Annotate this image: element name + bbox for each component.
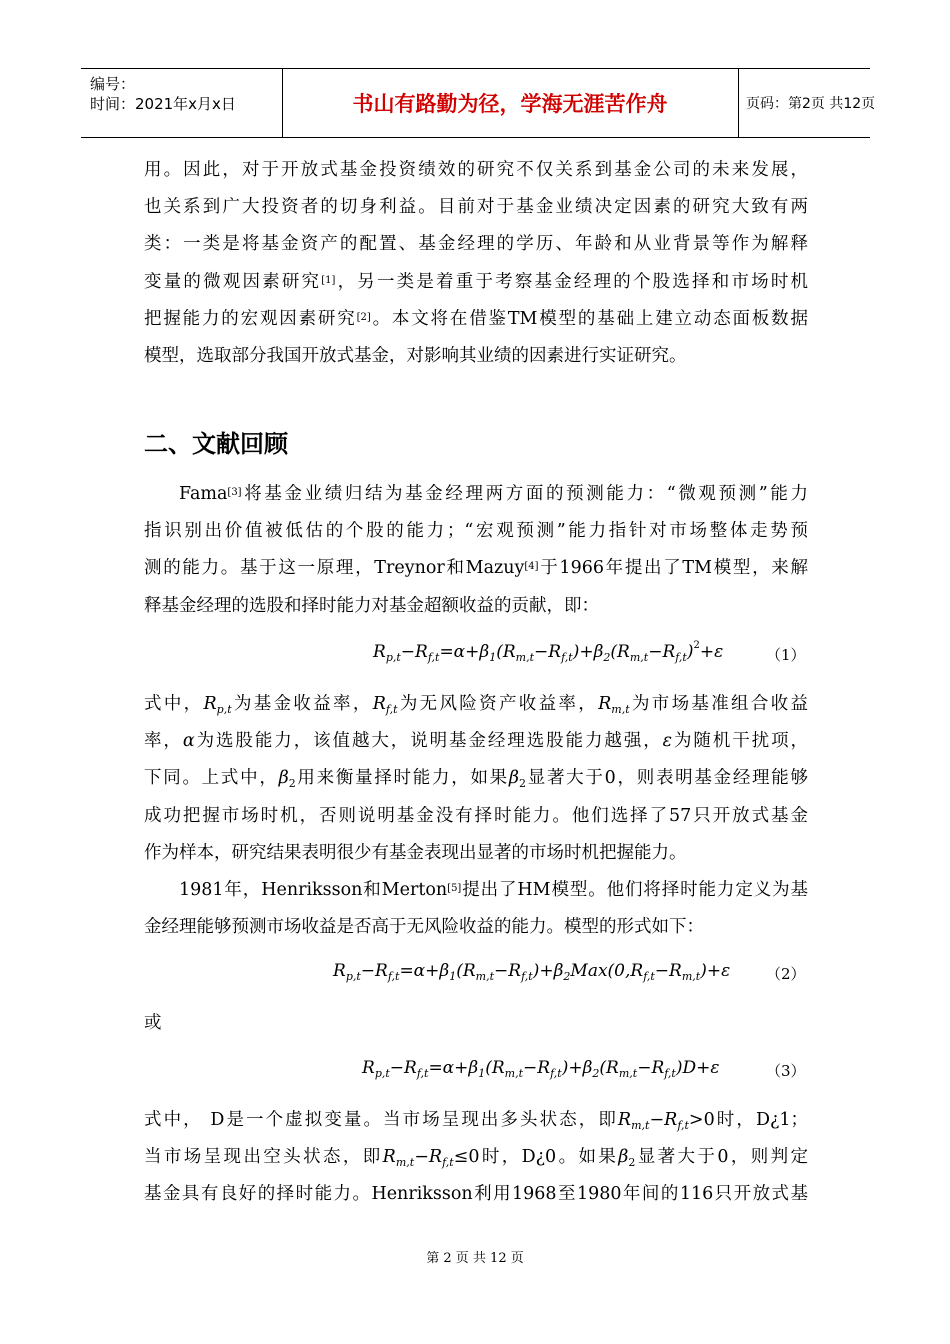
paragraph-4 (144, 872, 808, 946)
text-line: 当市场呈现出空头状态，即$R_{m,t}-R_{f,t}\le 0$时，D¿0。如果$\beta_2$显著大于0，则判定 (144, 1147, 809, 1170)
text-line: 1981年，Henriksson和Merton[5]提出了HM模型。他们将择时能力定义为基 (179, 880, 808, 900)
text-line: 也关系到广大投资者的切身利益。目前对于基金业绩决定因素的研究大致有两 (144, 197, 808, 218)
header-meta-cell (81, 69, 283, 137)
page-info: 页码：第2页 共12页 (746, 96, 876, 112)
text-line: 率，α为选股能力，该值越大，说明基金经理选股能力越强，ε为随机干扰项， (144, 731, 809, 752)
paragraph-1 (144, 152, 808, 375)
text-line: 变量的微观因素研究[1]，另一类是着重于考察基金经理的个股选择和市场时机 (144, 271, 809, 292)
text-line: 或 (144, 1013, 162, 1033)
text-line: 基金具有良好的择时能力。Henriksson利用1968至1980年间的116只开放式基 (144, 1184, 808, 1205)
text-line: 指识别出价值被低估的个股的能力；“宏观预测”能力指针对市场整体走势预 (144, 521, 808, 542)
text-line: 式中，$R_{p,t}$为基金收益率，$R_{f,t}$为无风险资产收益率，$R_{m,t}$为市场基准组合收益 (144, 694, 809, 716)
section-heading: 二、文献回顾 (144, 430, 288, 458)
text-line: 成功把握市场时机，否则说明基金没有择时能力。他们选择了57只开放式基金 (144, 805, 808, 826)
text-line: 释基金经理的选股和择时能力对基金超额收益的贡献，即： (144, 595, 599, 616)
text-line: Fama[3]将基金业绩归结为基金经理两方面的预测能力：“微观预测”能力 (179, 484, 808, 504)
date-label: 时间：2021年x月x日 (90, 95, 236, 113)
code-label: 编号： (90, 75, 136, 93)
paragraph-3 (144, 686, 808, 872)
equation-2: $R_{p,t}-R_{f,t}=\alpha+\beta_1(R_{m,t}-R_{f,t})+\beta_2Max(0,R_{f,t}-R_{m,t})+\varepsilon$ (333, 961, 731, 983)
motto: 书山有路勤为径，学海无涯苦作舟 (282, 69, 739, 137)
paragraph-2 (144, 476, 808, 625)
equation-2-number: （2） (766, 965, 806, 983)
text-line: 类：一类是将基金资产的配置、基金经理的学历、年龄和从业背景等作为解释 (144, 234, 808, 255)
page-footer: 第 2 页 共 12 页 (426, 1251, 524, 1266)
text-line: 测的能力。基于这一原理，Treynor和Mazuy[4]于1966年提出了TM模型，来解 (144, 558, 808, 579)
equation-3-number: （3） (766, 1062, 806, 1080)
text-line: 用。因此，对于开放式基金投资绩效的研究不仅关系到基金公司的未来发展， (144, 160, 808, 180)
text-line: 把握能力的宏观因素研究[2]。本文将在借鉴TM模型的基础上建立动态面板数据 (144, 308, 808, 329)
text-line: 模型，选取部分我国开放式基金，对影响其业绩的因素进行实证研究。 (144, 345, 687, 366)
equation-1-number: （1） (766, 646, 806, 664)
text-line: 金经理能够预测市场收益是否高于无风险收益的能力。模型的形式如下： (144, 917, 704, 938)
text-line: 式中， D是一个虚拟变量。当市场呈现出多头状态，即$R_{m,t}-R_{f,t}>0$时，D¿1； (144, 1110, 808, 1132)
equation-1: $R_{p,t}-R_{f,t}=\alpha+\beta_1(R_{m,t}-R_{f,t})+\beta_2(R_{m,t}-R_{f,t})^2+\varepsilon$ (373, 640, 724, 664)
page-header (81, 68, 876, 138)
text-line: 下同。上式中，$\beta_2$用来衡量择时能力，如果$\beta_2$显著大于0，则表明基金经理能够 (144, 768, 809, 791)
or-word (144, 1005, 808, 1042)
equation-3: $R_{p,t}-R_{f,t}=\alpha+\beta_1(R_{m,t}-R_{f,t})+\beta_2(R_{m,t}-R_{f,t})D+\varepsilon$ (362, 1058, 720, 1080)
text-line: 作为样本，研究结果表明很少有基金表现出显著的市场时机把握能力。 (144, 842, 687, 863)
paragraph-5 (144, 1102, 808, 1214)
